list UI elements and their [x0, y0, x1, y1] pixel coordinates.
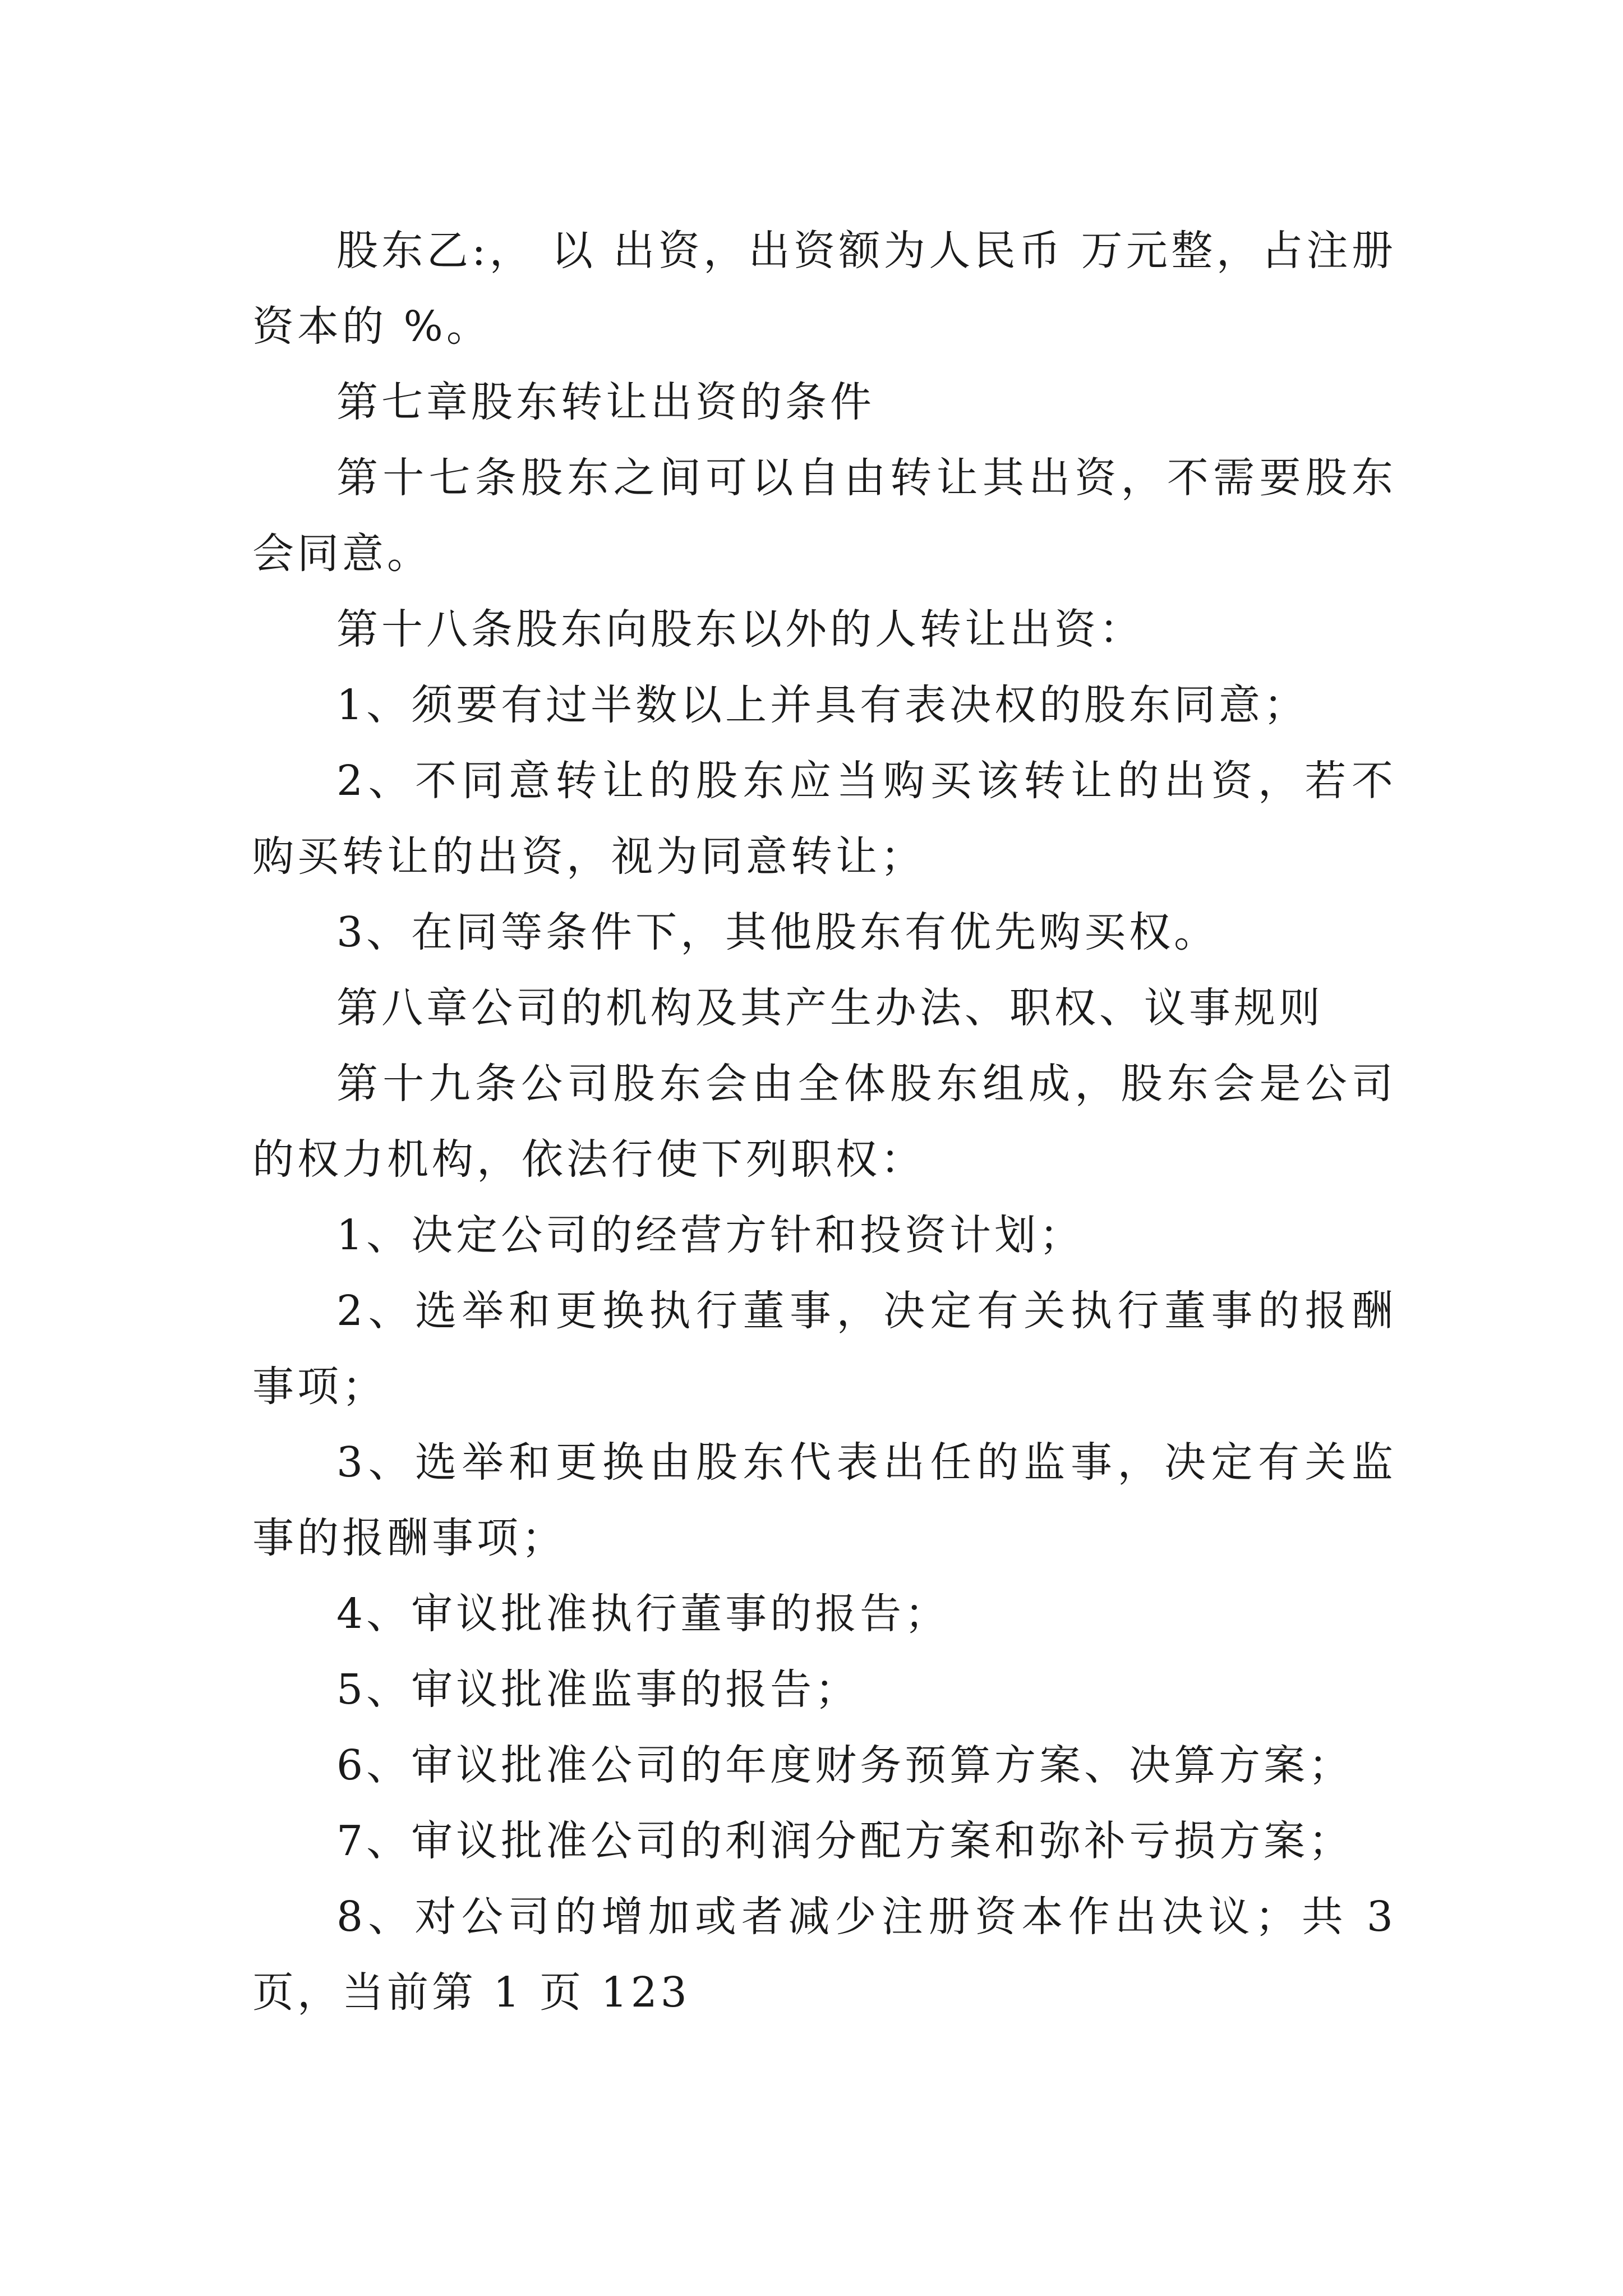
list-item: 2、不同意转让的股东应当购买该转让的出资，若不购买转让的出资，视为同意转让； [252, 757, 1396, 881]
document-body [252, 213, 1396, 2031]
list-item: 6、审议批准公司的年度财务预算方案、决算方案； [336, 1741, 1354, 1789]
list-item: 4、审议批准执行董事的报告； [336, 1590, 950, 1638]
paragraph: 股东乙:， 以 出资，出资额为人民币 万元整，占注册资本的 %。 [252, 227, 1396, 351]
list-item: 1、决定公司的经营方针和投资计划； [336, 1211, 1085, 1259]
article-paragraph: 第十八条股东向股东以外的人转让出资： [336, 605, 1144, 654]
list-item: 3、在同等条件下，其他股东有优先购买权。 [336, 908, 1219, 956]
list-item: 7、审议批准公司的利润分配方案和弥补亏损方案； [336, 1817, 1354, 1865]
list-item-with-page-info: 8、对公司的增加或者减少注册资本作出决议；共 3 页，当前第 1 页 123 [252, 1893, 1396, 2017]
list-item: 5、审议批准监事的报告； [336, 1665, 860, 1714]
article-paragraph: 第十九条公司股东会由全体股东组成，股东会是公司的权力机构，依法行使下列职权： [252, 1060, 1396, 1184]
list-item: 1、须要有过半数以上并具有表决权的股东同意； [336, 681, 1309, 729]
list-item: 2、选举和更换执行董事，决定有关执行董事的报酬事项； [252, 1287, 1396, 1411]
chapter-heading: 第八章公司的机构及其产生办法、职权、议事规则 [336, 984, 1324, 1032]
chapter-heading: 第七章股东转让出资的条件 [336, 378, 875, 426]
article-paragraph: 第十七条股东之间可以自由转让其出资，不需要股东会同意。 [252, 454, 1396, 578]
list-item: 3、选举和更换由股东代表出任的监事，决定有关监事的报酬事项； [252, 1438, 1396, 1562]
